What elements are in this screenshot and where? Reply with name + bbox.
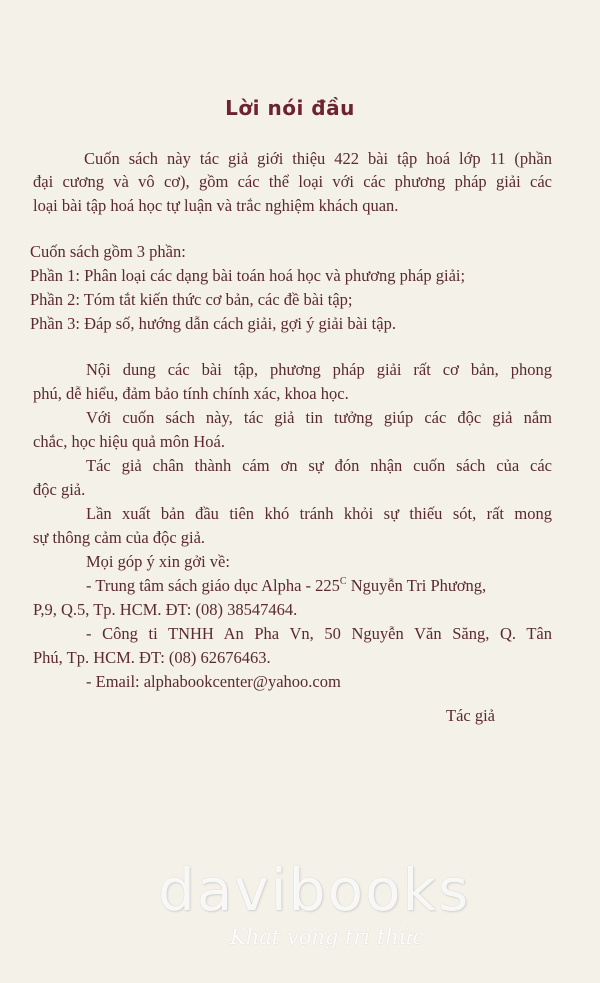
contact-1-address: - Trung tâm sách giáo dục Alpha - 225 xyxy=(86,576,340,595)
parts-heading: Cuốn sách gồm 3 phần: xyxy=(30,242,186,261)
watermark-logo: davibooks xyxy=(158,856,471,924)
contact-1-line-2: P,9, Q.5, Tp. HCM. ĐT: (08) 38547464. xyxy=(33,600,298,619)
content-3-line-1: Tác giả chân thành cám ơn sự đón nhận cuốn sách của các xyxy=(86,456,552,475)
watermark-tagline: Khát vọng tri thức xyxy=(230,925,425,949)
part-1: Phần 1: Phân loại các dạng bài toán hoá học và phương pháp giải; xyxy=(30,266,466,285)
contact-2-line-2: Phú, Tp. HCM. ĐT: (08) 62676463. xyxy=(33,648,271,667)
intro-line-1: Cuốn sách này tác giả giới thiệu 422 bài tập hoá lớp 11 (phần xyxy=(84,149,552,168)
intro-line-3: loại bài tập hoá học tự luận và trắc nghiệm khách quan. xyxy=(33,196,399,215)
content-4-line-2: sự thông cảm của độc giả. xyxy=(33,528,206,547)
superscript-c: C xyxy=(339,576,347,587)
content-2-line-2: chắc, học hiệu quả môn Hoá. xyxy=(33,432,225,451)
content-3-line-2: độc giả. xyxy=(33,480,86,499)
content-1-line-1: Nội dung các bài tập, phương pháp giải rất cơ bản, phong xyxy=(86,360,552,379)
contact-1-line-1 xyxy=(86,576,486,596)
content-4-line-1: Lần xuất bản đầu tiên khó tránh khỏi sự thiếu sót, rất mong xyxy=(86,504,552,523)
intro-line-2: đại cương và vô cơ), gồm các thể loại với các phương pháp giải các xyxy=(33,172,552,191)
content-1-line-2: phú, dễ hiểu, đảm bảo tính chính xác, khoa học. xyxy=(33,384,349,403)
part-3: Phần 3: Đáp số, hướng dẫn cách giải, gợi ý giải bài tập. xyxy=(30,314,396,333)
page-title: Lời nói đầu xyxy=(225,96,355,120)
part-2: Phần 2: Tóm tắt kiến thức cơ bản, các đề bài tập; xyxy=(30,290,353,309)
contact-2-line-1: - Công ti TNHH An Pha Vn, 50 Nguyễn Văn Săng, Q. Tân xyxy=(86,624,552,643)
contact-heading: Mọi góp ý xin gởi về: xyxy=(86,552,230,571)
content-2-line-1: Với cuốn sách này, tác giả tin tưởng giúp các độc giả nắm xyxy=(86,408,552,427)
contact-email: - Email: alphabookcenter@yahoo.com xyxy=(86,672,341,691)
contact-1-street: Nguyễn Tri Phương, xyxy=(346,576,487,595)
signature: Tác giả xyxy=(446,706,496,725)
